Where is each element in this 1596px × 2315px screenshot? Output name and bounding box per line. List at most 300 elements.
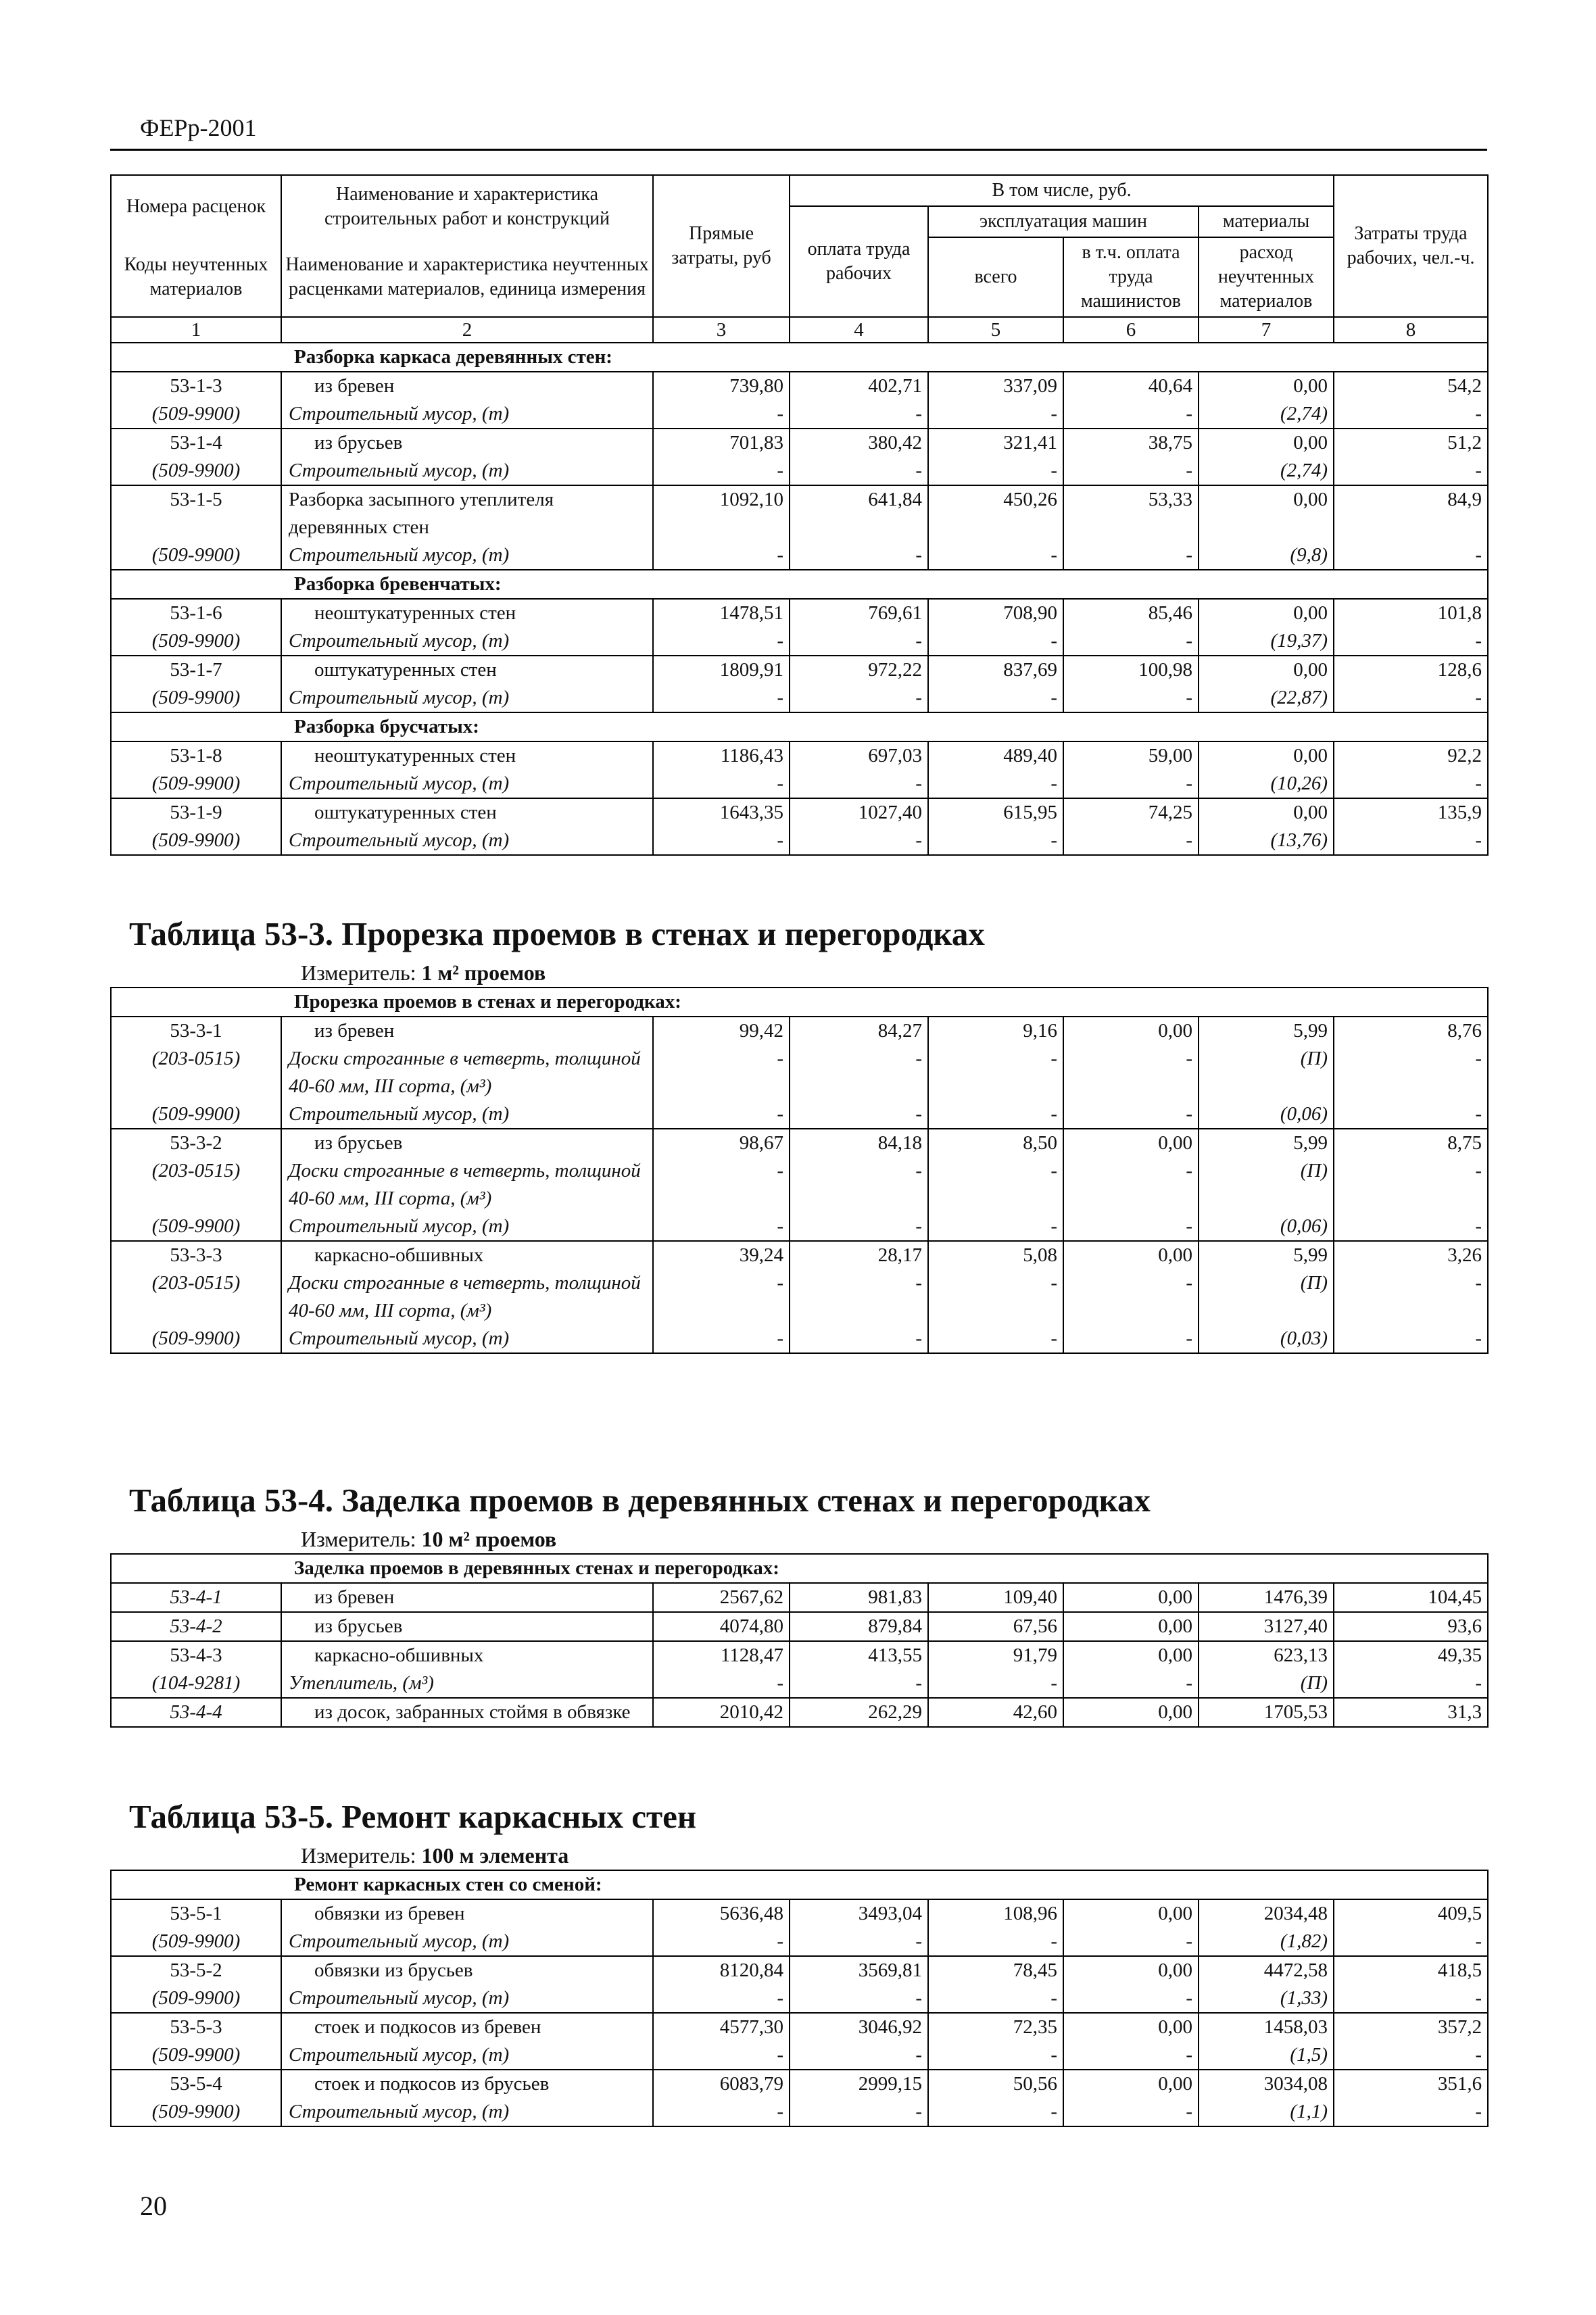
row-code: 53-4-1 bbox=[111, 1583, 281, 1612]
row-code: 53-5-2 bbox=[111, 1956, 281, 1984]
row-value: 0,00 bbox=[1199, 656, 1334, 684]
row-value: 2999,15 bbox=[790, 2070, 928, 2098]
row-name: обвязки из брусьев bbox=[281, 1956, 653, 1984]
row-code: 53-1-3 bbox=[111, 372, 281, 400]
row-code: (509-9900) bbox=[111, 541, 281, 570]
row-value: 450,26 bbox=[928, 485, 1063, 541]
row-value: - bbox=[1334, 1157, 1488, 1213]
row-value: - bbox=[1063, 827, 1199, 855]
row-value: 1458,03 bbox=[1199, 2013, 1334, 2041]
row-name: Строительный мусор, (т) bbox=[281, 770, 653, 798]
row-value: 4472,58 bbox=[1199, 1956, 1334, 1984]
row-name: Строительный мусор, (т) bbox=[281, 684, 653, 712]
row-value: - bbox=[1334, 2041, 1488, 2070]
row-value: - bbox=[790, 1670, 928, 1698]
row-value: - bbox=[790, 2098, 928, 2126]
row-value: - bbox=[653, 770, 790, 798]
material-row bbox=[111, 1213, 1488, 1241]
row-code: 53-3-3 bbox=[111, 1241, 281, 1269]
row-value: 0,00 bbox=[1199, 429, 1334, 457]
row-code: 53-1-4 bbox=[111, 429, 281, 457]
table-53-4-block bbox=[110, 1480, 1487, 1728]
row-name: стоек и подкосов из бревен bbox=[281, 2013, 653, 2041]
row-code: (509-9900) bbox=[111, 2098, 281, 2126]
row-value: 418,5 bbox=[1334, 1956, 1488, 1984]
row-name: из брусьев bbox=[281, 1129, 653, 1157]
row-name: оштукатуренных стен bbox=[281, 798, 653, 827]
row-code: (509-9900) bbox=[111, 627, 281, 656]
row-value: - bbox=[1063, 770, 1199, 798]
row-value: (П) bbox=[1199, 1670, 1334, 1698]
row-value: (10,26) bbox=[1199, 770, 1334, 798]
table-caption: Таблица 53-4. Заделка проемов в деревянных стенах и перегородках bbox=[129, 1482, 1151, 1519]
row-value: 5,99 bbox=[1199, 1241, 1334, 1269]
row-value: - bbox=[790, 1213, 928, 1241]
col-codes-bottom: Коды неучтенных материалов bbox=[111, 237, 281, 317]
row-value: 40,64 bbox=[1063, 372, 1199, 400]
rate-row bbox=[111, 1641, 1488, 1670]
row-value: 321,41 bbox=[928, 429, 1063, 457]
row-code: (509-9900) bbox=[111, 457, 281, 485]
row-value: 489,40 bbox=[928, 741, 1063, 770]
row-code: 53-1-5 bbox=[111, 485, 281, 541]
row-value: - bbox=[1334, 770, 1488, 798]
material-row bbox=[111, 1045, 1488, 1100]
row-value: 39,24 bbox=[653, 1241, 790, 1269]
row-value: - bbox=[1063, 1670, 1199, 1698]
row-value: - bbox=[1334, 2098, 1488, 2126]
row-value: - bbox=[653, 457, 790, 485]
row-code: 53-4-3 bbox=[111, 1641, 281, 1670]
row-value: 28,17 bbox=[790, 1241, 928, 1269]
rate-row bbox=[111, 1899, 1488, 1928]
row-value: - bbox=[928, 684, 1063, 712]
section-row bbox=[111, 343, 1488, 372]
row-value: (0,06) bbox=[1199, 1213, 1334, 1241]
material-row bbox=[111, 1670, 1488, 1698]
col-num: 6 bbox=[1063, 317, 1199, 343]
row-value: - bbox=[790, 1045, 928, 1100]
row-value: 0,00 bbox=[1063, 2013, 1199, 2041]
row-value: 0,00 bbox=[1199, 372, 1334, 400]
main-rates-table bbox=[110, 174, 1487, 856]
row-name: из досок, забранных стоймя в обвязке bbox=[281, 1698, 653, 1727]
rate-row bbox=[111, 485, 1488, 541]
col-labor-costs: Затраты труда рабочих, чел.-ч. bbox=[1334, 175, 1488, 317]
row-value: 0,00 bbox=[1199, 798, 1334, 827]
material-row bbox=[111, 1325, 1488, 1353]
material-row bbox=[111, 1157, 1488, 1213]
rate-row bbox=[111, 1241, 1488, 1269]
row-value: - bbox=[653, 1325, 790, 1353]
row-value: - bbox=[790, 2041, 928, 2070]
row-value: - bbox=[928, 457, 1063, 485]
row-name: стоек и подкосов из брусьев bbox=[281, 2070, 653, 2098]
material-row bbox=[111, 1100, 1488, 1129]
row-value: 5636,48 bbox=[653, 1899, 790, 1928]
row-code: (203-0515) bbox=[111, 1269, 281, 1325]
row-value: - bbox=[928, 827, 1063, 855]
row-value: 72,35 bbox=[928, 2013, 1063, 2041]
row-value: - bbox=[790, 627, 928, 656]
row-value: (П) bbox=[1199, 1045, 1334, 1100]
row-name: из брусьев bbox=[281, 1612, 653, 1641]
row-value: (22,87) bbox=[1199, 684, 1334, 712]
row-value: - bbox=[928, 1325, 1063, 1353]
row-value: - bbox=[1334, 1670, 1488, 1698]
col-num: 4 bbox=[790, 317, 928, 343]
row-value: 0,00 bbox=[1063, 1583, 1199, 1612]
row-code: (509-9900) bbox=[111, 827, 281, 855]
row-value: - bbox=[653, 1045, 790, 1100]
row-value: - bbox=[1334, 1928, 1488, 1956]
col-machines-incl: в т.ч. оплата труда машинистов bbox=[1063, 237, 1199, 317]
row-name: из бревен bbox=[281, 372, 653, 400]
row-value: - bbox=[1334, 400, 1488, 429]
row-value: - bbox=[1063, 1213, 1199, 1241]
row-value: 0,00 bbox=[1063, 1612, 1199, 1641]
row-value: 5,99 bbox=[1199, 1129, 1334, 1157]
row-value: - bbox=[790, 541, 928, 570]
row-value: 8,76 bbox=[1334, 1017, 1488, 1045]
row-value: (1,33) bbox=[1199, 1984, 1334, 2013]
row-code: (509-9900) bbox=[111, 684, 281, 712]
row-value: - bbox=[653, 541, 790, 570]
row-value: - bbox=[790, 400, 928, 429]
row-value: - bbox=[1063, 1269, 1199, 1325]
row-name: из бревен bbox=[281, 1017, 653, 1045]
row-value: - bbox=[653, 1269, 790, 1325]
material-row bbox=[111, 1984, 1488, 2013]
row-value: 1809,91 bbox=[653, 656, 790, 684]
row-value: 0,00 bbox=[1063, 1698, 1199, 1727]
row-value: 413,55 bbox=[790, 1641, 928, 1670]
rate-row bbox=[111, 599, 1488, 627]
row-value: - bbox=[653, 627, 790, 656]
row-value: 3046,92 bbox=[790, 2013, 928, 2041]
row-code: (104-9281) bbox=[111, 1670, 281, 1698]
row-value: 0,00 bbox=[1063, 1017, 1199, 1045]
row-value: 641,84 bbox=[790, 485, 928, 541]
row-value: 2034,48 bbox=[1199, 1899, 1334, 1928]
row-name: Строительный мусор, (т) bbox=[281, 1100, 653, 1129]
row-name: Строительный мусор, (т) bbox=[281, 1213, 653, 1241]
row-value: 357,2 bbox=[1334, 2013, 1488, 2041]
row-value: 697,03 bbox=[790, 741, 928, 770]
row-code: 53-1-7 bbox=[111, 656, 281, 684]
row-value: 1478,51 bbox=[653, 599, 790, 627]
row-value: 1027,40 bbox=[790, 798, 928, 827]
row-name: Строительный мусор, (т) bbox=[281, 2098, 653, 2126]
document-code: ФЕРр-2001 bbox=[140, 114, 257, 141]
row-value: 38,75 bbox=[1063, 429, 1199, 457]
row-value: - bbox=[928, 1670, 1063, 1698]
row-value: 42,60 bbox=[928, 1698, 1063, 1727]
material-row bbox=[111, 2098, 1488, 2126]
row-value: 708,90 bbox=[928, 599, 1063, 627]
row-value: 2567,62 bbox=[653, 1583, 790, 1612]
row-value: 9,16 bbox=[928, 1017, 1063, 1045]
row-value: - bbox=[653, 400, 790, 429]
row-value: 93,6 bbox=[1334, 1612, 1488, 1641]
row-value: 0,00 bbox=[1063, 2070, 1199, 2098]
col-materials-sub: расход неучтенных материалов bbox=[1199, 237, 1334, 317]
row-value: - bbox=[790, 1984, 928, 2013]
row-value: 337,09 bbox=[928, 372, 1063, 400]
row-value: - bbox=[928, 1100, 1063, 1129]
row-value: 0,00 bbox=[1063, 1129, 1199, 1157]
row-value: - bbox=[1334, 541, 1488, 570]
row-name: Строительный мусор, (т) bbox=[281, 457, 653, 485]
row-value: - bbox=[1063, 1100, 1199, 1129]
col-machines: эксплуатация машин bbox=[928, 206, 1199, 237]
row-name: Разборка засыпного утеплителя деревянных стен bbox=[281, 485, 653, 541]
row-code: (509-9900) bbox=[111, 770, 281, 798]
row-value: 109,40 bbox=[928, 1583, 1063, 1612]
row-value: (1,5) bbox=[1199, 2041, 1334, 2070]
row-value: 50,56 bbox=[928, 2070, 1063, 2098]
section-row bbox=[111, 1554, 1488, 1583]
row-value: 351,6 bbox=[1334, 2070, 1488, 2098]
row-value: 92,2 bbox=[1334, 741, 1488, 770]
row-value: - bbox=[1334, 1984, 1488, 2013]
col-materials: материалы bbox=[1199, 206, 1334, 237]
col-machines-total: всего bbox=[928, 237, 1063, 317]
row-value: (19,37) bbox=[1199, 627, 1334, 656]
row-code: (509-9900) bbox=[111, 1325, 281, 1353]
material-row bbox=[111, 770, 1488, 798]
row-value: 1705,53 bbox=[1199, 1698, 1334, 1727]
row-value: - bbox=[790, 1157, 928, 1213]
row-value: - bbox=[1063, 1984, 1199, 2013]
row-code: (203-0515) bbox=[111, 1045, 281, 1100]
row-value: - bbox=[653, 827, 790, 855]
rate-row bbox=[111, 656, 1488, 684]
row-value: - bbox=[653, 2041, 790, 2070]
row-value: 0,00 bbox=[1199, 485, 1334, 541]
row-value: - bbox=[1334, 1325, 1488, 1353]
row-value: 78,45 bbox=[928, 1956, 1063, 1984]
table-53-4 bbox=[110, 1553, 1489, 1728]
row-value: 701,83 bbox=[653, 429, 790, 457]
row-code: (509-9900) bbox=[111, 400, 281, 429]
row-value: 6083,79 bbox=[653, 2070, 790, 2098]
row-value: 4074,80 bbox=[653, 1612, 790, 1641]
row-value: - bbox=[790, 457, 928, 485]
row-value: (П) bbox=[1199, 1157, 1334, 1213]
row-value: 84,18 bbox=[790, 1129, 928, 1157]
row-code: 53-3-2 bbox=[111, 1129, 281, 1157]
measure-label: Измеритель: bbox=[301, 1527, 416, 1551]
header-rule bbox=[110, 149, 1487, 151]
row-value: 0,00 bbox=[1199, 599, 1334, 627]
row-value: 402,71 bbox=[790, 372, 928, 400]
row-code: 53-1-6 bbox=[111, 599, 281, 627]
row-value: 99,42 bbox=[653, 1017, 790, 1045]
row-value: 101,8 bbox=[1334, 599, 1488, 627]
row-value: - bbox=[1334, 1100, 1488, 1129]
row-value: - bbox=[790, 684, 928, 712]
row-code: (509-9900) bbox=[111, 1213, 281, 1241]
section-row bbox=[111, 712, 1488, 741]
measure-line bbox=[301, 1841, 1487, 1870]
row-value: (0,06) bbox=[1199, 1100, 1334, 1129]
col-num: 1 bbox=[111, 317, 281, 343]
row-name: Доски строганные в четверть, толщиной 40-60 мм, III сорта, (м³) bbox=[281, 1269, 653, 1325]
measure-label: Измеритель: bbox=[301, 1843, 416, 1868]
table-53-5 bbox=[110, 1870, 1489, 2127]
row-name: обвязки из бревен bbox=[281, 1899, 653, 1928]
row-code: (203-0515) bbox=[111, 1157, 281, 1213]
row-value: - bbox=[653, 1213, 790, 1241]
row-value: - bbox=[928, 2041, 1063, 2070]
rate-row bbox=[111, 1583, 1488, 1612]
row-name: каркасно-обшивных bbox=[281, 1241, 653, 1269]
row-value: 67,56 bbox=[928, 1612, 1063, 1641]
row-code: (509-9900) bbox=[111, 1100, 281, 1129]
row-value: 49,35 bbox=[1334, 1641, 1488, 1670]
table-body bbox=[111, 343, 1488, 855]
rate-row bbox=[111, 2013, 1488, 2041]
measure-line bbox=[301, 1525, 1487, 1553]
row-value: 739,80 bbox=[653, 372, 790, 400]
table-53-5-block bbox=[110, 1797, 1487, 2127]
rate-row bbox=[111, 741, 1488, 770]
row-value: - bbox=[1334, 827, 1488, 855]
measure-value: 1 м² проемов bbox=[421, 960, 546, 985]
rate-row bbox=[111, 429, 1488, 457]
row-value: 5,08 bbox=[928, 1241, 1063, 1269]
row-value: - bbox=[1063, 1157, 1199, 1213]
row-value: 3127,40 bbox=[1199, 1612, 1334, 1641]
row-name: Доски строганные в четверть, толщиной 40-60 мм, III сорта, (м³) bbox=[281, 1045, 653, 1100]
row-value: - bbox=[1063, 400, 1199, 429]
col-incl-rub: В том числе, руб. bbox=[790, 175, 1334, 206]
col-num: 7 bbox=[1199, 317, 1334, 343]
row-name: Утеплитель, (м³) bbox=[281, 1670, 653, 1698]
col-num: 8 bbox=[1334, 317, 1488, 343]
row-name: Строительный мусор, (т) bbox=[281, 541, 653, 570]
row-value: - bbox=[1063, 541, 1199, 570]
rate-row bbox=[111, 1956, 1488, 1984]
row-value: 1643,35 bbox=[653, 798, 790, 827]
row-value: - bbox=[790, 1928, 928, 1956]
section-row bbox=[111, 988, 1488, 1017]
row-value: - bbox=[928, 1269, 1063, 1325]
col-name-bottom: Наименование и характеристика неучтенных расценками материалов, единица измерения bbox=[281, 237, 653, 317]
row-value: - bbox=[928, 1928, 1063, 1956]
row-value: 262,29 bbox=[790, 1698, 928, 1727]
row-value: 1476,39 bbox=[1199, 1583, 1334, 1612]
row-value: 8,75 bbox=[1334, 1129, 1488, 1157]
material-row bbox=[111, 827, 1488, 855]
row-name: Строительный мусор, (т) bbox=[281, 827, 653, 855]
material-row bbox=[111, 627, 1488, 656]
row-value: 8,50 bbox=[928, 1129, 1063, 1157]
table-53-3 bbox=[110, 987, 1489, 1354]
row-value: 1186,43 bbox=[653, 741, 790, 770]
row-name: неоштукатуренных стен bbox=[281, 741, 653, 770]
row-value: 59,00 bbox=[1063, 741, 1199, 770]
row-value: 5,99 bbox=[1199, 1017, 1334, 1045]
row-name: Строительный мусор, (т) bbox=[281, 400, 653, 429]
row-value: - bbox=[653, 1984, 790, 2013]
material-row bbox=[111, 1928, 1488, 1956]
row-name: Доски строганные в четверть, толщиной 40-60 мм, III сорта, (м³) bbox=[281, 1157, 653, 1213]
row-name: Строительный мусор, (т) bbox=[281, 1325, 653, 1353]
rate-row bbox=[111, 372, 1488, 400]
row-name: каркасно-обшивных bbox=[281, 1641, 653, 1670]
row-name: Строительный мусор, (т) bbox=[281, 627, 653, 656]
col-name-top: Наименование и характеристика строительных работ и конструкций bbox=[281, 175, 653, 237]
row-value: 3569,81 bbox=[790, 1956, 928, 1984]
column-number-row bbox=[111, 317, 1488, 343]
row-value: - bbox=[1063, 1045, 1199, 1100]
col-labor-pay: оплата труда рабочих bbox=[790, 206, 928, 317]
row-value: 84,27 bbox=[790, 1017, 928, 1045]
col-num: 2 bbox=[281, 317, 653, 343]
row-value: 0,00 bbox=[1063, 1956, 1199, 1984]
row-value: - bbox=[1063, 2098, 1199, 2126]
section-title: Заделка проемов в деревянных стенах и перегородках: bbox=[111, 1554, 1488, 1583]
measure-label: Измеритель: bbox=[301, 960, 416, 985]
row-value: - bbox=[928, 541, 1063, 570]
material-row bbox=[111, 400, 1488, 429]
row-value: - bbox=[1063, 1325, 1199, 1353]
row-value: 8120,84 bbox=[653, 1956, 790, 1984]
section-title: Разборка каркаса деревянных стен: bbox=[111, 343, 1488, 372]
table-body bbox=[111, 1870, 1488, 2126]
row-value: 879,84 bbox=[790, 1612, 928, 1641]
row-value: - bbox=[1334, 1045, 1488, 1100]
col-direct-costs: Прямые затраты, руб bbox=[653, 175, 790, 317]
section-title: Прорезка проемов в стенах и перегородках: bbox=[111, 988, 1488, 1017]
rate-row bbox=[111, 1612, 1488, 1641]
row-value: 0,00 bbox=[1063, 1241, 1199, 1269]
row-value: (2,74) bbox=[1199, 400, 1334, 429]
col-num: 3 bbox=[653, 317, 790, 343]
row-value: - bbox=[790, 1325, 928, 1353]
table-body bbox=[111, 988, 1488, 1353]
row-value: 0,00 bbox=[1199, 741, 1334, 770]
row-value: 51,2 bbox=[1334, 429, 1488, 457]
row-code: 53-4-2 bbox=[111, 1612, 281, 1641]
row-code: 53-5-4 bbox=[111, 2070, 281, 2098]
row-value: - bbox=[1063, 1928, 1199, 1956]
row-value: 128,6 bbox=[1334, 656, 1488, 684]
col-codes-top: Номера расценок bbox=[111, 175, 281, 237]
row-value: 615,95 bbox=[928, 798, 1063, 827]
row-value: (13,76) bbox=[1199, 827, 1334, 855]
row-value: - bbox=[790, 1269, 928, 1325]
row-value: - bbox=[1334, 457, 1488, 485]
table-caption: Таблица 53-5. Ремонт каркасных стен bbox=[129, 1798, 697, 1835]
row-value: - bbox=[928, 400, 1063, 429]
table-body bbox=[111, 1554, 1488, 1727]
row-code: 53-1-9 bbox=[111, 798, 281, 827]
row-value: 1092,10 bbox=[653, 485, 790, 541]
material-row bbox=[111, 1269, 1488, 1325]
row-value: 769,61 bbox=[790, 599, 928, 627]
rate-row bbox=[111, 2070, 1488, 2098]
material-row bbox=[111, 684, 1488, 712]
row-code: (509-9900) bbox=[111, 1928, 281, 1956]
section-title: Разборка брусчатых: bbox=[111, 712, 1488, 741]
section-row bbox=[111, 1870, 1488, 1899]
row-value: - bbox=[928, 1984, 1063, 2013]
row-value: 4577,30 bbox=[653, 2013, 790, 2041]
row-value: - bbox=[653, 1157, 790, 1213]
